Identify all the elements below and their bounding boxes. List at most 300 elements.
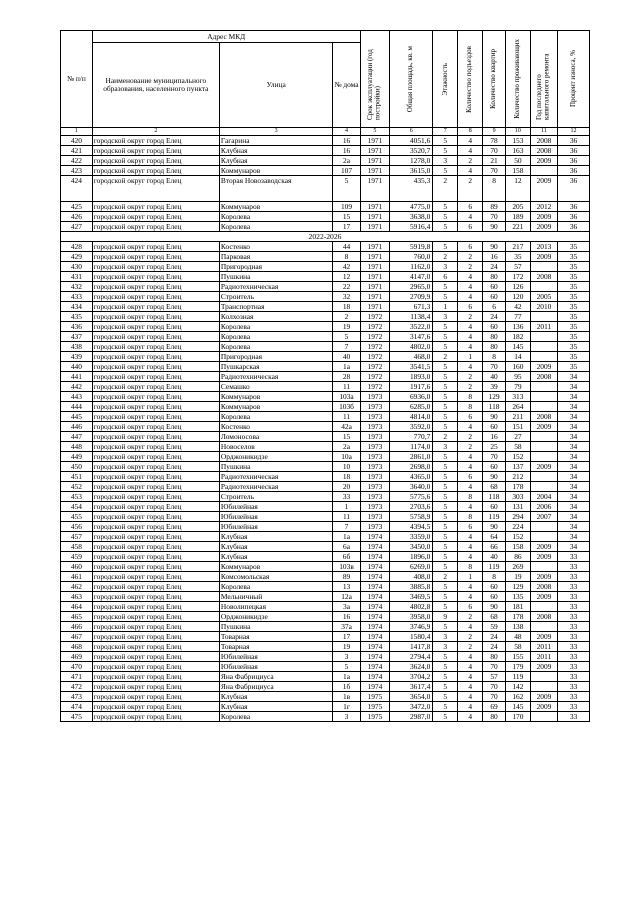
flats-cell: 60 [483, 292, 506, 302]
row-number-cell: 471 [61, 672, 93, 682]
wear-percent-cell: 35 [558, 342, 590, 352]
house-number-cell: 1г [333, 702, 360, 712]
floors-cell: 5 [433, 482, 458, 492]
build-year-cell: 1974 [360, 532, 390, 542]
row-number-cell: 464 [61, 602, 93, 612]
house-number-cell: 10а [333, 452, 360, 462]
wear-percent-cell: 33 [558, 552, 590, 562]
repair-year-cell [530, 482, 557, 492]
table-row [61, 202, 590, 212]
street-cell: Транспортная [219, 302, 333, 312]
flats-cell: 64 [483, 532, 506, 542]
row-number-cell: 432 [61, 282, 93, 292]
entrances-cell: 2 [458, 382, 483, 392]
row-number-cell: 431 [61, 272, 93, 282]
row-number-cell: 467 [61, 632, 93, 642]
total-area-cell: 3472,0 [390, 702, 433, 712]
residents-cell: 142 [505, 682, 530, 692]
flats-cell: 90 [483, 522, 506, 532]
residents-cell: 211 [505, 412, 530, 422]
total-area-cell: 4365,0 [390, 472, 433, 482]
total-area-cell: 6285,0 [390, 402, 433, 412]
house-number-cell: 10 [333, 462, 360, 472]
residents-cell: 221 [505, 222, 530, 232]
residents-cell: 14 [505, 352, 530, 362]
row-number-cell: 427 [61, 222, 93, 232]
row-number-cell: 438 [61, 342, 93, 352]
build-year-cell: 1974 [360, 542, 390, 552]
house-number-cell: 15 [333, 212, 360, 222]
build-year-cell: 1973 [360, 452, 390, 462]
municipality-cell: городской округ город Елец [92, 472, 219, 482]
street-cell: Пригородная [219, 262, 333, 272]
row-number-cell: 426 [61, 212, 93, 222]
floors-cell: 3 [433, 156, 458, 166]
repair-year-cell [530, 432, 557, 442]
entrances-cell: 4 [458, 712, 483, 722]
floors-cell: 5 [433, 452, 458, 462]
row-number-cell: 433 [61, 292, 93, 302]
header-floors: Этажность [433, 31, 458, 128]
flats-cell: 8 [483, 176, 506, 202]
municipality-cell: городской округ город Елец [92, 272, 219, 282]
total-area-cell: 6936,0 [390, 392, 433, 402]
house-number-cell: 33 [333, 492, 360, 502]
table-row [61, 482, 590, 492]
municipality-cell: городской округ город Елец [92, 156, 219, 166]
header-repair-year: Год последнего капитального ремонта [530, 31, 557, 128]
floors-cell: 5 [433, 692, 458, 702]
entrances-cell: 6 [458, 302, 483, 312]
municipality-cell: городской округ город Елец [92, 202, 219, 212]
repair-year-cell [530, 342, 557, 352]
floors-cell: 3 [433, 262, 458, 272]
house-number-cell: 1а [333, 672, 360, 682]
house-number-cell: 3 [333, 652, 360, 662]
house-number-cell: 18 [333, 302, 360, 312]
wear-percent-cell: 36 [558, 136, 590, 146]
total-area-cell: 5758,9 [390, 512, 433, 522]
entrances-cell: 8 [458, 392, 483, 402]
table-row [61, 402, 590, 412]
wear-percent-cell: 34 [558, 492, 590, 502]
flats-cell: 39 [483, 382, 506, 392]
house-number-cell: 12 [333, 272, 360, 282]
municipality-cell: городской округ город Елец [92, 672, 219, 682]
residents-cell: 77 [505, 312, 530, 322]
flats-cell: 24 [483, 262, 506, 272]
flats-cell: 90 [483, 602, 506, 612]
municipality-cell: городской округ город Елец [92, 392, 219, 402]
flats-cell: 60 [483, 422, 506, 432]
table-row [61, 692, 590, 702]
house-number-cell: 17 [333, 222, 360, 232]
flats-cell: 89 [483, 202, 506, 212]
house-number-cell: 16 [333, 612, 360, 622]
total-area-cell: 760,0 [390, 252, 433, 262]
repair-year-cell [530, 532, 557, 542]
flats-cell: 69 [483, 702, 506, 712]
floors-cell: 5 [433, 552, 458, 562]
total-area-cell: 770,7 [390, 432, 433, 442]
wear-percent-cell: 34 [558, 412, 590, 422]
table-row [61, 662, 590, 672]
residents-cell: 160 [505, 362, 530, 372]
repair-year-cell [530, 332, 557, 342]
build-year-cell: 1974 [360, 642, 390, 652]
build-year-cell: 1973 [360, 492, 390, 502]
build-year-cell: 1972 [360, 332, 390, 342]
entrances-cell: 6 [458, 222, 483, 232]
entrances-cell: 4 [458, 166, 483, 176]
street-cell: Товарная [219, 632, 333, 642]
wear-percent-cell: 35 [558, 262, 590, 272]
street-cell: Коммунаров [219, 562, 333, 572]
flats-cell: 40 [483, 372, 506, 382]
street-cell: Яна Фабрициуса [219, 672, 333, 682]
municipality-cell: городской округ город Елец [92, 222, 219, 232]
street-cell: Новоселов [219, 442, 333, 452]
wear-percent-cell: 35 [558, 302, 590, 312]
entrances-cell: 2 [458, 156, 483, 166]
repair-year-cell: 2008 [530, 582, 557, 592]
house-number-cell: 40 [333, 352, 360, 362]
house-number-cell: 44 [333, 242, 360, 252]
table-row [61, 592, 590, 602]
row-number-cell: 437 [61, 332, 93, 342]
wear-percent-cell: 34 [558, 432, 590, 442]
repair-year-cell [530, 382, 557, 392]
entrances-cell: 8 [458, 492, 483, 502]
municipality-cell: городской округ город Елец [92, 552, 219, 562]
street-cell: Клубная [219, 702, 333, 712]
rows-after-section [61, 242, 590, 722]
municipality-cell: городской округ город Елец [92, 382, 219, 392]
table-row [61, 472, 590, 482]
flats-cell: 60 [483, 282, 506, 292]
municipality-cell: городской округ город Елец [92, 522, 219, 532]
residents-cell: 145 [505, 702, 530, 712]
residents-cell: 303 [505, 492, 530, 502]
total-area-cell: 6269,0 [390, 562, 433, 572]
municipality-cell: городской округ город Елец [92, 502, 219, 512]
flats-cell: 118 [483, 492, 506, 502]
street-cell: Пушкина [219, 272, 333, 282]
entrances-cell: 2 [458, 442, 483, 452]
build-year-cell: 1973 [360, 392, 390, 402]
wear-percent-cell: 33 [558, 592, 590, 602]
row-number-cell: 443 [61, 392, 93, 402]
municipality-cell: городской округ город Елец [92, 212, 219, 222]
municipality-cell: городской округ город Елец [92, 362, 219, 372]
build-year-cell: 1975 [360, 712, 390, 722]
repair-year-cell: 2008 [530, 372, 557, 382]
repair-year-cell [530, 562, 557, 572]
mkd-table [60, 30, 590, 722]
total-area-cell: 4775,0 [390, 202, 433, 212]
build-year-cell: 1973 [360, 502, 390, 512]
residents-cell: 12 [505, 176, 530, 202]
flats-cell: 8 [483, 572, 506, 582]
repair-year-cell [530, 392, 557, 402]
total-area-cell: 4394,5 [390, 522, 433, 532]
floors-cell: 5 [433, 392, 458, 402]
build-year-cell: 1971 [360, 292, 390, 302]
table-row [61, 362, 590, 372]
house-number-cell: 103а [333, 392, 360, 402]
floors-cell: 3 [433, 312, 458, 322]
wear-percent-cell: 33 [558, 702, 590, 712]
repair-year-cell [530, 402, 557, 412]
repair-year-cell: 2011 [530, 642, 557, 652]
wear-percent-cell: 34 [558, 422, 590, 432]
total-area-cell: 4802,0 [390, 342, 433, 352]
municipality-cell: городской округ город Елец [92, 432, 219, 442]
residents-cell: 158 [505, 166, 530, 176]
repair-year-cell: 2007 [530, 512, 557, 522]
flats-cell: 60 [483, 582, 506, 592]
table-row [61, 502, 590, 512]
entrances-cell: 2 [458, 252, 483, 262]
floors-cell: 5 [433, 372, 458, 382]
row-number-cell: 468 [61, 642, 93, 652]
total-area-cell: 3958,0 [390, 612, 433, 622]
row-number-cell: 472 [61, 682, 93, 692]
table-row [61, 212, 590, 222]
flats-cell: 80 [483, 342, 506, 352]
street-cell: Пушкарская [219, 362, 333, 372]
build-year-cell: 1974 [360, 652, 390, 662]
wear-percent-cell: 36 [558, 176, 590, 202]
residents-cell: 189 [505, 212, 530, 222]
municipality-cell: городской округ город Елец [92, 442, 219, 452]
municipality-cell: городской округ город Елец [92, 542, 219, 552]
floors-cell: 5 [433, 472, 458, 482]
entrances-cell: 6 [458, 602, 483, 612]
floors-cell: 3 [433, 442, 458, 452]
municipality-cell: городской округ город Елец [92, 322, 219, 332]
street-cell: Юбилейная [219, 522, 333, 532]
floors-cell: 5 [433, 146, 458, 156]
entrances-cell: 4 [458, 592, 483, 602]
row-number-cell: 450 [61, 462, 93, 472]
residents-cell: 50 [505, 156, 530, 166]
entrances-cell: 6 [458, 242, 483, 252]
street-cell: Гагарина [219, 136, 333, 146]
house-number-cell: 1а [333, 362, 360, 372]
entrances-cell: 4 [458, 146, 483, 156]
residents-cell: 119 [505, 672, 530, 682]
wear-percent-cell: 35 [558, 282, 590, 292]
row-number-cell: 442 [61, 382, 93, 392]
repair-year-cell: 2009 [530, 362, 557, 372]
entrances-cell: 4 [458, 272, 483, 282]
repair-year-cell: 2009 [530, 212, 557, 222]
flats-cell: 60 [483, 502, 506, 512]
repair-year-cell: 2008 [530, 412, 557, 422]
row-number-cell: 436 [61, 322, 93, 332]
table-row [61, 332, 590, 342]
house-number-cell: 37а [333, 622, 360, 632]
street-cell: Юбилейная [219, 662, 333, 672]
house-number-cell: 7 [333, 522, 360, 532]
row-number-cell: 455 [61, 512, 93, 522]
floors-cell: 5 [433, 402, 458, 412]
entrances-cell: 2 [458, 312, 483, 322]
row-number-cell: 428 [61, 242, 93, 252]
total-area-cell: 408,0 [390, 572, 433, 582]
table-row [61, 712, 590, 722]
residents-cell: 135 [505, 592, 530, 602]
municipality-cell: городской округ город Елец [92, 582, 219, 592]
build-year-cell: 1971 [360, 176, 390, 202]
total-area-cell: 1138,4 [390, 312, 433, 322]
row-number-cell: 434 [61, 302, 93, 312]
repair-year-cell [530, 312, 557, 322]
municipality-cell: городской округ город Елец [92, 682, 219, 692]
municipality-cell: городской округ город Елец [92, 176, 219, 202]
total-area-cell: 468,0 [390, 352, 433, 362]
municipality-cell: городской округ город Елец [92, 262, 219, 272]
table-row [61, 442, 590, 452]
flats-cell: 70 [483, 452, 506, 462]
total-area-cell: 1917,6 [390, 382, 433, 392]
repair-year-cell: 2008 [530, 612, 557, 622]
flats-cell: 80 [483, 272, 506, 282]
total-area-cell: 2861,0 [390, 452, 433, 462]
floors-cell: 5 [433, 662, 458, 672]
table-row [61, 252, 590, 262]
entrances-cell: 4 [458, 692, 483, 702]
repair-year-cell: 2009 [530, 662, 557, 672]
flats-cell: 80 [483, 712, 506, 722]
entrances-cell: 4 [458, 502, 483, 512]
column-number-cell: 12 [558, 128, 590, 136]
flats-cell: 68 [483, 482, 506, 492]
build-year-cell: 1971 [360, 136, 390, 146]
header-flats: Количество квартир [483, 31, 506, 128]
table-row [61, 302, 590, 312]
flats-cell: 78 [483, 136, 506, 146]
build-year-cell: 1971 [360, 302, 390, 312]
floors-cell: 3 [433, 632, 458, 642]
column-number-cell: 8 [458, 128, 483, 136]
repair-year-cell: 2009 [530, 176, 557, 202]
wear-percent-cell: 35 [558, 362, 590, 372]
floors-cell: 5 [433, 362, 458, 372]
entrances-cell: 8 [458, 402, 483, 412]
municipality-cell: городской округ город Елец [92, 342, 219, 352]
wear-percent-cell: 34 [558, 532, 590, 542]
street-cell: Юбилейная [219, 502, 333, 512]
build-year-cell: 1974 [360, 582, 390, 592]
flats-cell: 59 [483, 622, 506, 632]
residents-cell: 163 [505, 146, 530, 156]
flats-cell: 60 [483, 462, 506, 472]
table-row [61, 542, 590, 552]
street-cell: Клубная [219, 542, 333, 552]
house-number-cell: 3а [333, 602, 360, 612]
column-number-cell: 5 [360, 128, 390, 136]
table-row [61, 432, 590, 442]
street-cell: Радиотехническая [219, 482, 333, 492]
build-year-cell: 1974 [360, 662, 390, 672]
house-number-cell: 7 [333, 342, 360, 352]
residents-cell: 152 [505, 532, 530, 542]
row-number-cell: 449 [61, 452, 93, 462]
wear-percent-cell: 36 [558, 156, 590, 166]
residents-cell: 48 [505, 632, 530, 642]
entrances-cell: 4 [458, 582, 483, 592]
street-cell: Королева [219, 342, 333, 352]
floors-cell: 5 [433, 672, 458, 682]
entrances-cell: 4 [458, 532, 483, 542]
repair-year-cell [530, 622, 557, 632]
street-cell: Клубная [219, 552, 333, 562]
floors-cell: 2 [433, 176, 458, 202]
floors-cell: 5 [433, 202, 458, 212]
total-area-cell: 3615,0 [390, 166, 433, 176]
flats-cell: 8 [483, 352, 506, 362]
flats-cell: 129 [483, 392, 506, 402]
table-row [61, 282, 590, 292]
row-number-cell: 459 [61, 552, 93, 562]
total-area-cell: 5775,6 [390, 492, 433, 502]
column-number-cell: 4 [333, 128, 360, 136]
municipality-cell: городской округ город Елец [92, 662, 219, 672]
build-year-cell: 1971 [360, 146, 390, 156]
municipality-cell: городской округ город Елец [92, 146, 219, 156]
row-number-cell: 475 [61, 712, 93, 722]
floors-cell: 5 [433, 136, 458, 146]
total-area-cell: 4051,6 [390, 136, 433, 146]
municipality-cell: городской округ город Елец [92, 632, 219, 642]
build-year-cell: 1973 [360, 522, 390, 532]
flats-cell: 80 [483, 332, 506, 342]
total-area-cell: 3522,0 [390, 322, 433, 332]
house-number-cell: 109 [333, 202, 360, 212]
entrances-cell: 4 [458, 552, 483, 562]
street-cell: Коммунаров [219, 402, 333, 412]
table-row [61, 562, 590, 572]
build-year-cell: 1973 [360, 482, 390, 492]
flats-cell: 90 [483, 222, 506, 232]
residents-cell: 217 [505, 242, 530, 252]
house-number-cell: 5 [333, 176, 360, 202]
municipality-cell: городской округ город Елец [92, 302, 219, 312]
wear-percent-cell: 34 [558, 452, 590, 462]
wear-percent-cell: 33 [558, 612, 590, 622]
house-number-cell: 2а [333, 442, 360, 452]
street-cell: Ломоносова [219, 432, 333, 442]
table-row [61, 166, 590, 176]
house-number-cell: 12а [333, 592, 360, 602]
entrances-cell: 4 [458, 452, 483, 462]
floors-cell: 5 [433, 166, 458, 176]
flats-cell: 66 [483, 542, 506, 552]
street-cell: Королева [219, 322, 333, 332]
row-number-cell: 439 [61, 352, 93, 362]
flats-cell: 90 [483, 242, 506, 252]
table-row [61, 222, 590, 232]
build-year-cell: 1973 [360, 462, 390, 472]
street-cell: Парковая [219, 252, 333, 262]
total-area-cell: 3359,0 [390, 532, 433, 542]
wear-percent-cell: 36 [558, 202, 590, 212]
table-row [61, 176, 590, 202]
total-area-cell: 3704,2 [390, 672, 433, 682]
build-year-cell: 1974 [360, 572, 390, 582]
